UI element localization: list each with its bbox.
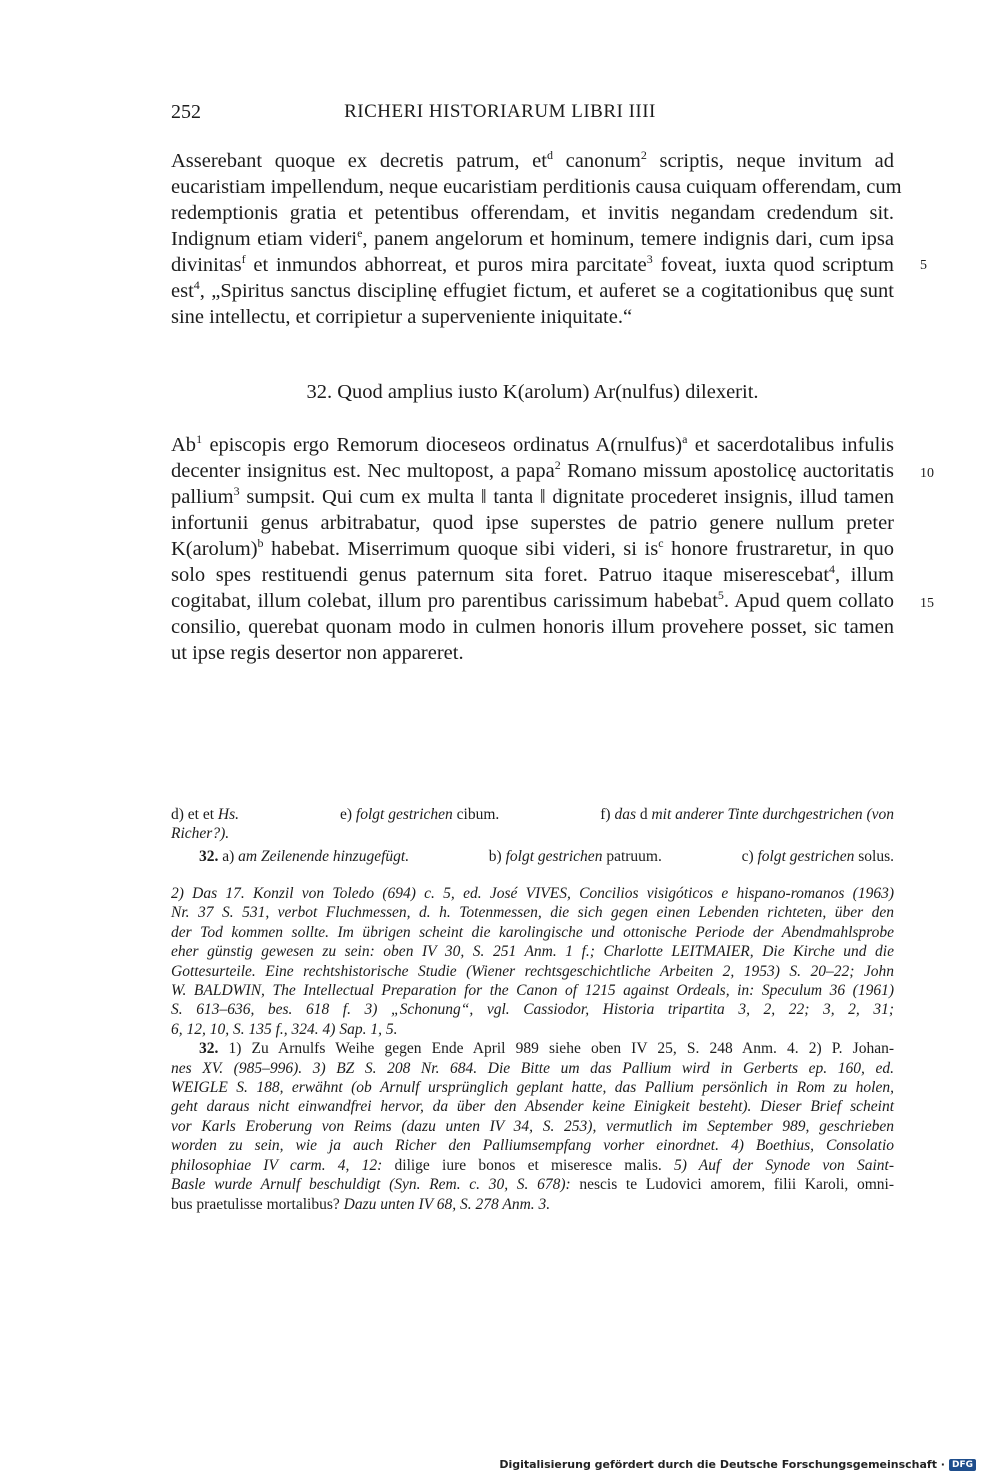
footnote-line: bus praetulisse mortalibus? Dazu unten IV 68, S. 278 Anm. 3. bbox=[171, 1195, 551, 1213]
text-line: eucaristiam impellendum, neque eucaristiam perditionis causa cuiquam offerendam, cum bbox=[171, 176, 902, 198]
text-line: consilio, querebat quonam modo in culmen honoris illum provehere posset, sic tamen bbox=[171, 616, 894, 638]
dfg-logo-icon: DFG bbox=[949, 1459, 976, 1471]
text-line: decenter insignitus est. Nec multopost, a papa$^2$ Romano missum apostolicę auctoritatis bbox=[171, 458, 894, 482]
footnote-line: W. BALDWIN, The Intellectual Preparation for the Canon of 1215 against Ordeals, in: Speculum 36 (1961) bbox=[171, 982, 894, 1000]
line-number: 15 bbox=[920, 596, 934, 611]
footnote-line: eher günstig gewesen zu sein: oben IV 30, S. 251 Anm. 1 f.; Charlotte LEITMAIER, Die Kirche und die bbox=[171, 943, 894, 961]
footnote-line: philosophiae IV carm. 4, 12: dilige iure bonos et miseresce malis. 5) Auf der Synode von Saint- bbox=[171, 1156, 894, 1174]
footnote-line: 6, 12, 10, S. 135 f., 324. 4) Sap. 1, 5. bbox=[171, 1020, 398, 1038]
line-number: 10 bbox=[920, 466, 934, 481]
apparatus-row: 32. a) am Zeilenende hinzugefügt. b) folgt gestrichen patruum. c) folgt gestrichen solus. bbox=[199, 848, 894, 865]
text-line: cogitabat, illum colebat, illum pro parentibus carissimum habebat$^5$. Apud quem collato bbox=[171, 588, 894, 612]
digitization-footer bbox=[499, 1458, 976, 1471]
footnote-line: 32. 1) Zu Arnulfs Weihe gegen Ende April 989 siehe oben IV 25, S. 248 Anm. 4. 2) P. Johan- bbox=[199, 1040, 894, 1058]
footnote-line: geht daraus nicht einwandfrei hervor, da über den Absender keine Einigkeit besteht). Dieser Brief scheint bbox=[171, 1098, 894, 1116]
text-line: Indignum etiam videri$^e$, panem angelorum et hominum, temere indignis dari, cum ipsa bbox=[171, 226, 894, 250]
line-number: 5 bbox=[920, 258, 927, 273]
footnote-line: WEIGLE S. 188, erwähnt (ob Arnulf ursprünglich geplant hatte, das Pallium persönlich in Rom zu holen, bbox=[171, 1079, 894, 1097]
text-line: ut ipse regis desertor non appareret. bbox=[171, 642, 464, 664]
footnote-line: worden zu sein, wie ja auch Richer den Palliumsempfang vorher einordnet. 4) Boethius, Consolatio bbox=[171, 1137, 894, 1155]
text-line: Ab$^1$ episcopis ergo Remorum dioceseos ordinatus A(rnulfus)$^a$ et sacerdotalibus infulis bbox=[171, 432, 894, 456]
text-line: Asserebant quoque ex decretis patrum, $et^d$ canonum$^2$ scriptis, neque invitum ad bbox=[171, 148, 894, 172]
footnote-line: 2) Das 17. Konzil von Toledo (694) c. 5, ed. José VIVES, Concilios visigóticos e hispano-romanos (1963) bbox=[171, 885, 894, 902]
footnote-line: Basle wurde Arnulf beschuldigt (Syn. Rem. c. 30, S. 678): nescis te Ludovici amorem, filii Karoli, omni- bbox=[171, 1176, 894, 1194]
text-line: K(arolum)$^b$ habebat. Miserrimum quoque sibi videri, si $is^c$ honore frustraretur, in quo bbox=[171, 536, 894, 560]
main-paragraph-1 bbox=[171, 148, 902, 330]
footnote-line: vor Karls Eroberung von Reims (dazu unten IV 34, S. 253), vermutlich im September 989, geschrieben bbox=[171, 1117, 894, 1135]
running-title: RICHERI HISTORIARUM LIBRI IIII bbox=[344, 101, 656, 122]
footnote-line: Nr. 37 S. 531, verbot Fluchmessen, d. h. Totenmessen, die sich gegen einen Lebenden richteten, über den bbox=[171, 904, 894, 922]
footnote-line: Gottesurteile. Eine rechtshistorische Studie (Wiener rechtsgeschichtliche Arbeiten 2, 1953) S. 20–22; John bbox=[171, 962, 894, 980]
text-line: redemptionis gratia et petentibus offerendam, et invitis negandam credendum sit. bbox=[171, 202, 894, 224]
page-number: 252 bbox=[171, 101, 201, 123]
apparatus-row: Richer?). bbox=[171, 825, 230, 842]
chapter-heading: 32. Quod amplius iusto K(arolum) Ar(nulfus) dilexerit. bbox=[306, 381, 759, 403]
text-line: solo spes restituendi genus paternum sita foret. Patruo itaque miserescebat$^4$, illum bbox=[171, 562, 894, 586]
text-line: est$^4$, „Spiritus sanctus disciplinę effugiet fictum, et auferet se a cogitationibus quę sunt bbox=[171, 278, 894, 302]
text-line: divinitas$^f$ et inmundos abhorreat, et puros mira parcitate$^3$ foveat, iuxta quod scriptum bbox=[171, 252, 894, 276]
footnote-line: der Tod kommen sollte. Im übrigen scheint die karolingische und ottonische Periode der Abendmahlsprobe bbox=[171, 923, 894, 941]
footnotes bbox=[171, 884, 894, 1214]
footnote-line: nes XV. (985–996). 3) BZ S. 208 Nr. 684. Die Bitte um das Pallium wird in Gerberts ep. 160, ed. bbox=[171, 1059, 894, 1077]
main-paragraph-2 bbox=[171, 432, 894, 666]
footer-text: Digitalisierung gefördert durch die Deutsche Forschungsgemeinschaft · bbox=[499, 1458, 945, 1471]
text-line: pallium$^3$ sumpsit. Qui cum ex multa ‖ tanta ‖ dignitate procederet insignis, illud tamen bbox=[171, 484, 894, 508]
text-line: infortunii genus arbitrabatur, quod ipse superstes de patrio genere nullum preter bbox=[171, 512, 894, 534]
apparatus-row: d) et et Hs. e) folgt gestrichen cibum. f) das d mit anderer Tinte durchgestrichen (von bbox=[171, 806, 894, 823]
text-line: sine intellectu, et corripietur a superveniente iniquitate.“ bbox=[171, 306, 633, 328]
footnote-line: S. 613–636, bes. 618 f. 3) „Schonung“, vgl. Cassiodor, Historia tripartita 3, 2, 22; 3, 2, 31; bbox=[171, 1001, 894, 1019]
critical-apparatus bbox=[171, 805, 894, 866]
